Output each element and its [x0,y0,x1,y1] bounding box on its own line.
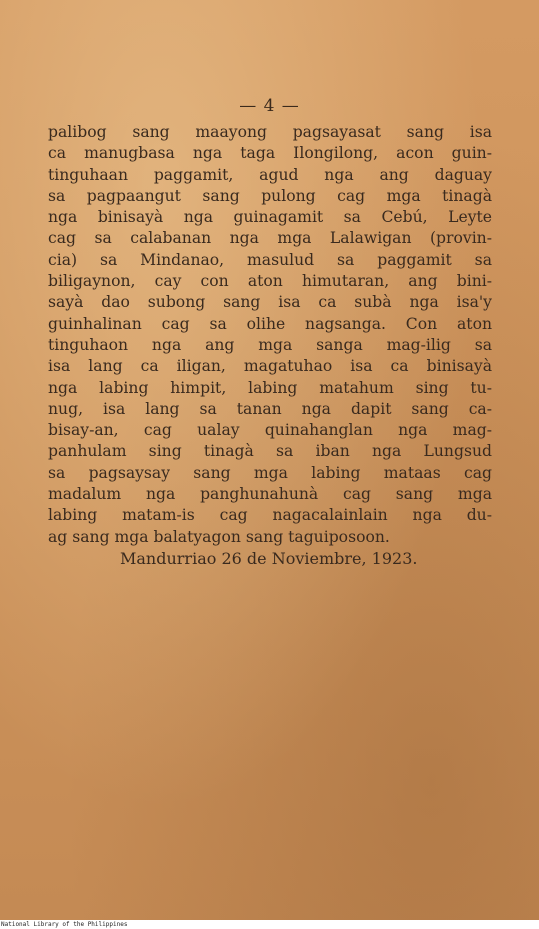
page-number: — 4 — [239,96,300,116]
text-line: isa lang ca iligan, magatuhao isa ca binisayà [48,357,492,376]
text-line: tinguhaon nga ang mga sanga mag-ilig sa [48,335,492,354]
text-line: bisay-an, cag ualay quinahanglan nga mag- [48,421,492,440]
text-line: sa pagpaangut sang pulong cag mga tinagà [48,186,492,205]
text-line: guinhalinan cag sa olihe nagsanga. Con aton [48,314,492,333]
text-line: tinguhaan paggamit, agud nga ang daguay [48,165,492,184]
text-line: madalum nga panghunahunà cag sang mga [48,485,492,504]
text-line: nga labing himpit, labing matahum sing tu- [48,378,492,397]
text-line: nug, isa lang sa tanan nga dapit sang ca- [48,399,492,418]
text-line: nga binisayà nga guinagamit sa Cebú, Leyte [48,208,492,227]
signature-line: Mandurriao 26 de Noviembre, 1923. [120,548,418,568]
text-line: labing matam-is cag nagacalainlain nga du- [48,506,492,525]
text-line: panhulam sing tinagà sa iban nga Lungsud [48,442,492,461]
text-line: cag sa calabanan nga mga Lalawigan (provin- [48,229,492,248]
text-line: ag sang mga balatyagon sang taguiposoon. [48,527,390,546]
footer-bar [0,920,539,929]
text-line: ca manugbasa nga taga Ilongilong, acon guin- [48,144,492,163]
footer-credit: National Library of the Philippines [1,921,128,928]
text-line: palibog sang maayong pagsayasat sang isa [48,123,492,141]
text-line: sa pagsaysay sang mga labing mataas cag [48,463,492,482]
text-line: cia) sa Mindanao, masulud sa paggamit sa [48,250,492,269]
text-line: sayà dao subong sang isa ca subà nga isa'y [48,293,492,312]
text-line: biligaynon, cay con aton himutaran, ang bini- [48,272,492,291]
body-text [48,122,492,569]
